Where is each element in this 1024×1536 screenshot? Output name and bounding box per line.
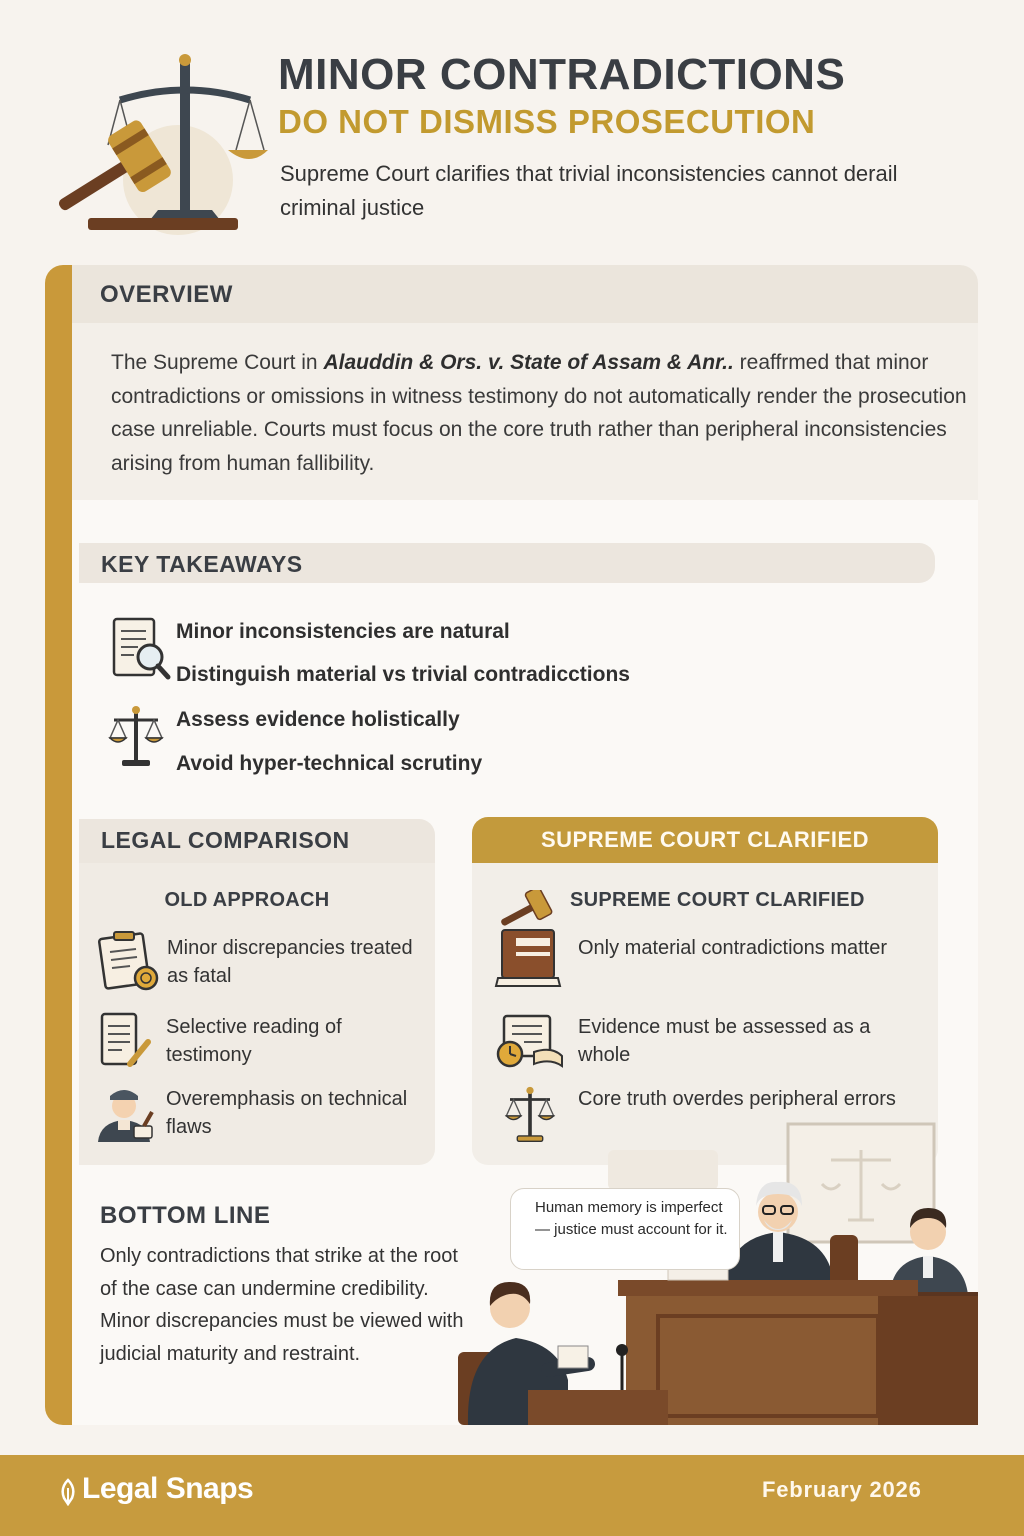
bottom-line-heading: BOTTOM LINE	[100, 1202, 271, 1229]
speech-bubble-text: Human memory is imperfect — justice must account for it.	[535, 1199, 728, 1238]
overview-text-end: reaffrmed that minor contradictions or omissions in witness testimony do not automatically render the prosecution case unreliable. Courts must focus on the core truth rather than peripheral inconsistencies arising from human fallibility.	[111, 351, 967, 475]
quill-logo-icon	[58, 1478, 78, 1506]
page-title: MINOR CONTRADICTIONS	[278, 50, 846, 99]
overview-text	[111, 346, 971, 480]
bottom-line-text: Only contradictions that strike at the root of the case can undermine credibility. Minor discrepancies must be viewed with judicial maturity and restraint.	[100, 1245, 464, 1365]
document-magnifier-icon	[108, 615, 172, 683]
scales-icon	[108, 704, 164, 770]
clarified-item: Only material contradictions matter	[578, 937, 888, 959]
old-approach-item: Minor discrepancies treated as fatal	[167, 937, 413, 987]
overview-text-start: The Supreme Court in	[111, 351, 324, 374]
overview-header	[72, 265, 978, 323]
key-takeaways-heading: KEY TAKEAWAYS	[101, 551, 303, 577]
supreme-court-clarified-header	[472, 817, 938, 863]
takeaway-item: Minor inconsistencies are natural	[176, 620, 510, 643]
scales-and-gavel-icon	[28, 50, 268, 240]
supreme-court-clarified-heading: SUPREME COURT CLARIFIED	[540, 827, 870, 852]
old-approach-item: Overemphasis on technical flaws	[166, 1088, 408, 1138]
supreme-court-clarified-title: SUPREME COURT CLARIFIED	[570, 889, 865, 911]
old-approach-item: Selective reading of testimony	[166, 1016, 342, 1066]
key-takeaways-header	[79, 543, 935, 583]
clarified-item: Core truth overdes peripheral errors	[578, 1088, 896, 1110]
legal-comparison-header	[79, 819, 435, 863]
case-name: Alauddin & Ors. v. State of Assam & Anr..	[323, 351, 734, 374]
old-approach-title: OLD APPROACH	[164, 889, 330, 911]
gavel-book-icon	[494, 890, 566, 990]
takeaway-item: Avoid hyper-technical scrutiny	[176, 752, 483, 775]
overview-heading: OVERVIEW	[100, 281, 233, 308]
publication-date: February 2026	[762, 1477, 922, 1502]
gold-rail	[45, 265, 72, 1425]
legal-comparison-heading: LEGAL COMPARISON	[101, 827, 350, 853]
document-pen-icon	[98, 1012, 154, 1068]
official-person-icon	[94, 1082, 158, 1144]
clarified-item: Evidence must be assessed as a whole	[578, 1016, 871, 1066]
evidence-clock-icon	[494, 1012, 566, 1068]
tagline: Supreme Court clarifies that trivial inconsistencies cannot derail criminal justice	[280, 161, 898, 220]
brand-name: Legal Snaps	[82, 1472, 254, 1505]
page-subtitle: DO NOT DISMISS PROSECUTION	[278, 103, 816, 140]
courtroom-illustration	[458, 1120, 978, 1425]
takeaway-item: Distinguish material vs trivial contradicctions	[176, 663, 630, 686]
clipboard-coin-icon	[96, 930, 162, 992]
takeaway-item: Assess evidence holistically	[176, 708, 460, 731]
